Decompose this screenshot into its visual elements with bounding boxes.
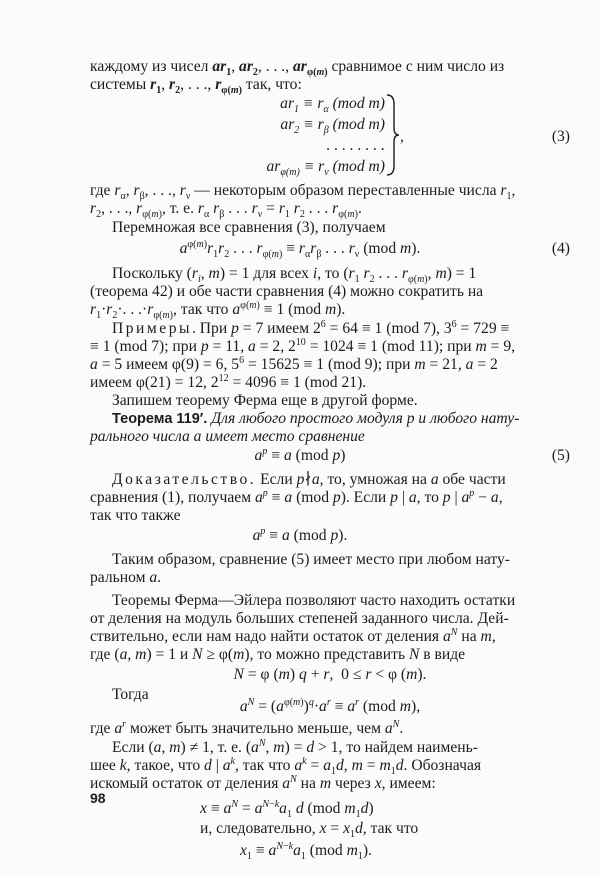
text-line: a = 5 имеем φ(9) = 6, $5^6 = 15625 \equiv 1$ (mod 9); при m = 21, a = 2	[90, 354, 498, 373]
equation-N: N = φ (m) q + r, 0 ≤ r < φ (m).	[233, 666, 427, 683]
text-line: ≡ 1 (mod 7); при p = 11, a = 2, $2^{10} = 1024 \equiv 1$ (mod 11); при m = 9,	[90, 336, 516, 355]
text-line: шее k, такое, что d | $a^k$, так что $a^k = a_1d$, $m = m_1d$. Обозначая	[90, 755, 482, 778]
text-line: где $a^r$ может быть значительно меньше, чем $a^N$.	[90, 718, 404, 737]
text-line: $r_2$, . . ., $r_{\varphi(m)}$, т. е. $r_\alpha$ $r_\beta$ . . . $r_\nu = r_1$ $r_2$ . . . $r_{\varphi(m)}$.	[90, 200, 362, 221]
text-line: (теорема 42) и обе части сравнения (4) можно сократить на	[90, 283, 484, 300]
text-line: Тогда	[112, 686, 149, 703]
equation-number-4: (4)	[551, 240, 570, 257]
text-line: Перемножая все сравнения (3), получаем	[112, 219, 386, 236]
equation-x1: $x_1 \equiv a^{N-k}a_1$ (mod $m_1$).	[240, 840, 372, 863]
text-line: так что также	[90, 507, 181, 524]
page-number: 98	[90, 790, 106, 806]
comma: ,	[400, 128, 404, 145]
text-line: Если (a, m) ≠ 1, т. е. ($a^N$, m) = d > 1, то найдем наимень-	[112, 737, 478, 756]
text-line: Доказательство. Если p∤a, то, умножая на a обе части	[112, 471, 506, 488]
equation-5: $a^p \equiv a$ (mod p)	[254, 445, 346, 464]
equation-aN: $a^N = (a^{\varphi(m)})^q\cdot a^r \equiv a^r$ (mod m),	[239, 696, 421, 715]
text-line: ствительно, если нам надо найти остаток от деления $a^N$ на m,	[90, 626, 496, 645]
right-brace-icon	[386, 94, 400, 176]
proof-label: Доказательство.	[112, 471, 257, 488]
text-line: искомый остаток от деления $a^N$ на m через x, имеем:	[90, 773, 436, 792]
equation: $a^p \equiv a$ (mod p).	[252, 525, 348, 544]
theorem-line: Теорема 119′. Для любого простого модуля p и любого нату-	[112, 410, 520, 427]
text-line: сравнения (1), получаем $a^p \equiv a$ (mod p). Если p | a, то p | $a^p - a$,	[90, 487, 503, 506]
system-row-1: $ar_1 \equiv r_\alpha$ (mod m)	[280, 95, 385, 116]
text-line: имеем φ(21) = 12, $2^{12} = 4096 \equiv 1$ (mod 21).	[90, 372, 367, 391]
theorem-line: рального числа a имеет место сравнение	[90, 428, 365, 445]
equation-number-3: (3)	[551, 128, 570, 145]
equation-x: $x \equiv a^N = a^{N-k}a_1$ d (mod $m_1d$)	[200, 798, 374, 821]
system-row-4: $ar_{\varphi(m)} \equiv r_\nu$ (mod m)	[266, 158, 385, 179]
text-line: где (a, m) = 1 и N ≥ φ(m), то можно представить N в виде	[90, 646, 466, 663]
text-line: ральном a.	[90, 569, 162, 586]
text-line: системы $r_1$, $r_2$, . . ., $r_{\varphi(m)}$ так, что:	[90, 76, 302, 97]
text-line: Примеры. При p = 7 имеем $2^6 = 64 \equiv 1$ (mod 7), $3^6 = 729$ ≡	[112, 318, 510, 337]
text-line: от деления на модуль больших степеней заданного числа. Дей-	[90, 610, 509, 627]
text-line: где $r_\alpha$, $r_\beta$, . . ., $r_\nu$ — некоторым образом переставленные числа $r_1$,	[90, 182, 516, 203]
text-line: Поскольку ($r_i$, m) = 1 для всех i, то ($r_1$ $r_2$ . . . $r_{\varphi(m)}$, m) = 1	[112, 265, 477, 286]
congruence-system	[255, 95, 385, 179]
equation-number-5: (5)	[551, 447, 570, 464]
system-row-dots: . . . . . . . .	[326, 137, 385, 154]
system-row-2: $ar_2 \equiv r_\beta$ (mod m)	[280, 116, 385, 137]
text-line: каждому из чисел $ar_1$, $ar_2$, . . ., $ar_{\varphi(m)}$ сравнимое с ним число из	[90, 58, 505, 79]
text-line: Таким образом, сравнение (5) имеет место при любом нату-	[112, 551, 510, 568]
text-line: Теоремы Ферма—Эйлера позволяют часто находить остатки	[112, 592, 516, 609]
theorem-label: Теорема 119′.	[112, 411, 208, 427]
text-line: и, следовательно, $x = x_1d$, так что	[200, 820, 419, 841]
text-line: $r_1\cdot r_2\cdot$. . $.\cdot r_{\varphi(m)}$, так что $a^{\varphi(m)} \equiv 1$ (mod m).	[90, 299, 346, 322]
equation-4: $a^{\varphi(m)}r_1r_2$ . . . $r_{\varphi(m)} \equiv r_\alpha r_\beta$ . . . $r_\nu$ (mod m).	[179, 238, 421, 261]
text-line: Запишем теорему Ферма еще в другой форме.	[112, 392, 418, 409]
